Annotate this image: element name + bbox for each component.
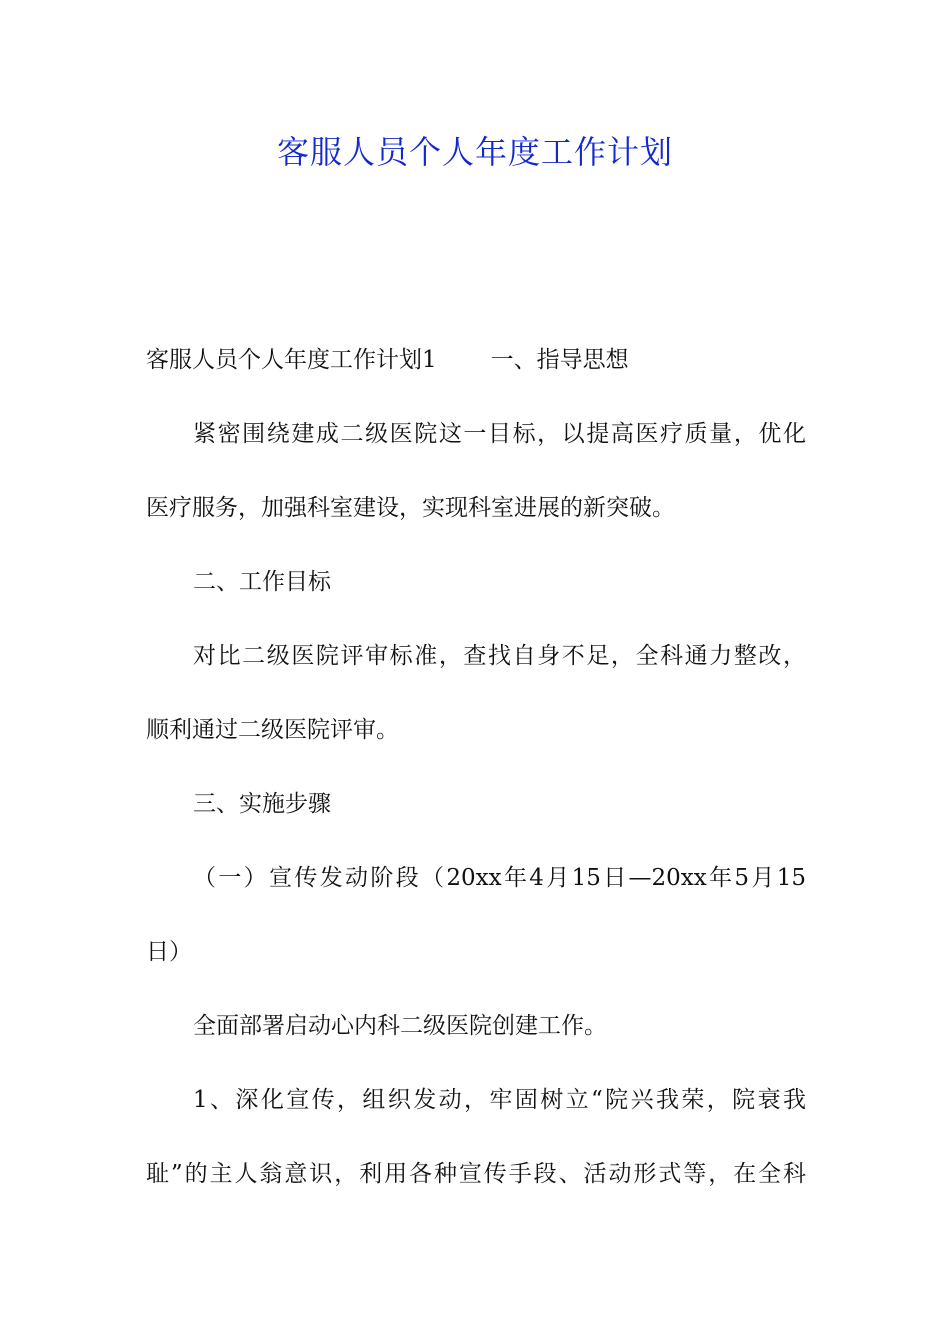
text-line [146,323,816,397]
section-heading: 一、指导思想 [490,347,629,373]
paragraph-line: 耻”的主人翁意识，利用各种宣传手段、活动形式等，在全科 [146,1161,806,1187]
paragraph-line: 1、深化宣传，组织发动，牢固树立“院兴我荣，院衰我 [193,1087,806,1113]
paragraph-line: 医疗服务，加强科室建设，实现科室进展的新突破。 [146,495,675,521]
paragraph-line: （一）宣传发动阶段（20xx年4月15日—20xx年5月15 [193,865,806,891]
paragraph-line: 对比二级医院评审标准，查找自身不足，全科通力整改， [193,643,806,669]
paragraph-line: 紧密围绕建成二级医院这一目标，以提高医疗质量，优化 [193,421,806,447]
document-body [146,323,816,1211]
paragraph-line: 日） [146,939,192,965]
paragraph-line: 顺利通过二级医院评审。 [146,717,399,743]
section-heading: 二、工作目标 [193,569,331,595]
paragraph-line: 全面部署启动心内科二级医院创建工作。 [193,1013,607,1039]
document-title: 客服人员个人年度工作计划 [276,133,673,171]
section-heading: 三、实施步骤 [193,791,331,817]
plan-heading: 客服人员个人年度工作计划1 [146,347,437,373]
